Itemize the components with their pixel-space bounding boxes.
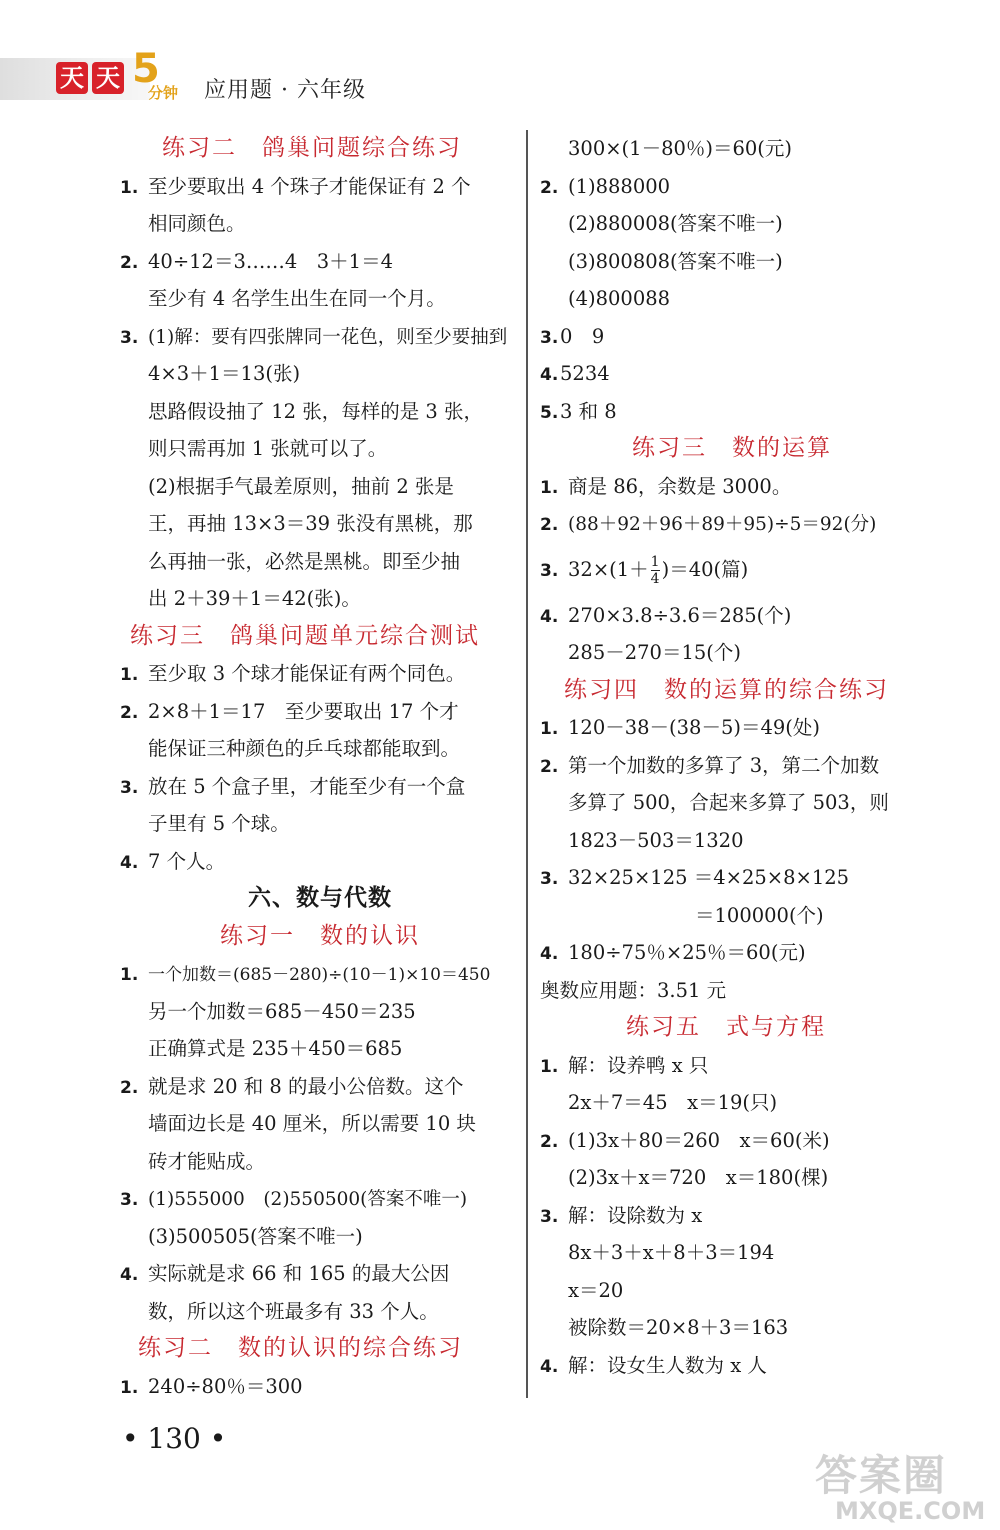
answer-text: 120－38－(38－5)＝49(处) — [568, 716, 820, 739]
answer-line — [540, 1122, 860, 1160]
answer-text: 0 9 — [560, 324, 605, 348]
answer-line — [540, 505, 877, 543]
answer-text: 3 和 8 — [560, 399, 617, 423]
answer-line — [540, 709, 860, 747]
question-number: 2. — [120, 702, 139, 723]
answer-line — [540, 597, 860, 635]
section-heading: 练习三 数的运算 — [632, 435, 832, 461]
question-number: 1. — [540, 719, 559, 739]
answer-line — [540, 168, 860, 206]
column-divider — [526, 130, 528, 1398]
answer-line — [540, 543, 860, 597]
answer-line: 被除数＝20×8＋3＝163 — [568, 1316, 789, 1339]
answer-line: (2)3x＋x＝720 x＝180(棵) — [568, 1166, 829, 1189]
answer-line — [120, 1180, 520, 1218]
answer-line: 砖才能贴成。 — [148, 1149, 266, 1173]
answer-text: 32×25×125 ＝4×25×8×125 — [568, 866, 850, 889]
answer-text: (1)3x＋80＝260 x＝60(米) — [568, 1128, 830, 1152]
logo-char-2: 天 — [92, 62, 124, 94]
answer-line — [540, 1047, 860, 1085]
answer-text: 40÷12＝3……4 3＋1＝4 — [148, 249, 393, 273]
answer-line: 至少有 4 名学生出生在同一个月。 — [148, 287, 446, 310]
question-number: 4. — [120, 852, 139, 873]
answer-line: 多算了 500，合起来多算了 503，则 — [568, 791, 889, 814]
answer-text: 5234 — [560, 362, 610, 385]
answer-text: 240÷80％＝300 — [148, 1374, 303, 1398]
answer-text: (88＋92＋96＋89＋95)÷5＝92(分) — [568, 514, 877, 535]
question-number: 1. — [540, 477, 559, 498]
question-number: 4. — [540, 606, 559, 627]
question-number: 2. — [540, 1131, 559, 1152]
answer-text: 7 个人。 — [148, 849, 226, 873]
fraction — [651, 554, 660, 587]
question-number: 3. — [540, 869, 559, 889]
section-heading: 练习五 式与方程 — [626, 1014, 826, 1040]
answer-line — [540, 355, 860, 393]
answer-line: 1823－503＝1320 — [568, 828, 744, 852]
answer-line — [120, 768, 520, 806]
book-title: 应用题 · 六年级 — [204, 78, 366, 103]
answer-line — [120, 955, 520, 993]
section-heading: 练习三 鸽巢问题单元综合测试 — [130, 622, 480, 649]
answer-text: 就是求 20 和 8 的最小公倍数。这个 — [148, 1074, 464, 1098]
answer-line — [120, 843, 520, 881]
answer-line: 正确算式是 235＋450＝685 — [148, 1037, 403, 1060]
question-number: 2. — [540, 177, 559, 198]
answer-line — [120, 693, 520, 731]
answer-line: 墙面边长是 40 厘米，所以需要 10 块 — [148, 1112, 476, 1135]
question-number: 3. — [540, 327, 559, 348]
answer-line — [120, 168, 520, 206]
question-number: 4. — [540, 1356, 559, 1377]
question-number: 2. — [120, 1077, 139, 1098]
page-number: • 130 • — [122, 1422, 227, 1455]
answer-line — [120, 243, 520, 281]
answer-line: 另一个加数＝685－450＝235 — [148, 999, 416, 1023]
answer-text: 32×(1＋ — [568, 557, 649, 581]
answer-text: 放在 5 个盒子里，才能至少有一个盒 — [148, 774, 466, 798]
answer-text: (1)888000 — [568, 174, 671, 198]
answer-line: 285－270＝15(个) — [568, 641, 741, 664]
answer-line: 么再抽一张，必然是黑桃。即至少抽 — [148, 549, 461, 573]
answer-text: 至少要取出 4 个珠子才能保证有 2 个 — [148, 174, 471, 198]
watermark-text: 答案圈 — [815, 1451, 948, 1500]
answer-line: ＝100000(个) — [695, 903, 824, 927]
answer-line — [540, 393, 860, 431]
question-number: 3. — [540, 1206, 559, 1227]
answer-line: x＝20 — [568, 1278, 624, 1302]
left-column — [120, 130, 520, 1405]
question-number: 1. — [120, 965, 139, 985]
logo-char-1: 天 — [56, 62, 88, 94]
answer-line — [120, 318, 520, 356]
answer-line: 能保证三种颜色的乒乓球都能取到。 — [148, 737, 461, 760]
answer-line: 子里有 5 个球。 — [148, 812, 290, 835]
fraction-numerator: 1 — [650, 553, 660, 570]
question-number: 1. — [120, 177, 139, 198]
page-header — [0, 0, 1000, 120]
answer-text: 解：设养鸭 x 只 — [568, 1053, 709, 1077]
answer-text: 一个加数＝(685－280)÷(10－1)×10＝450 — [148, 965, 491, 985]
answer-line — [540, 859, 860, 897]
answer-line — [120, 1255, 520, 1293]
question-number: 4. — [540, 365, 559, 385]
fraction-denominator: 4 — [650, 570, 660, 587]
question-number: 4. — [120, 1265, 139, 1285]
answer-line — [540, 1347, 860, 1385]
answer-line — [540, 1197, 860, 1235]
answer-line: 4×3＋1＝13(张) — [148, 362, 301, 385]
answer-line: 8x＋3＋x＋8＋3＝194 — [568, 1241, 775, 1264]
question-number: 2. — [540, 515, 559, 535]
answer-line: 王，再抽 13×3＝39 张没有黑桃，那 — [148, 512, 473, 535]
question-number: 3. — [120, 777, 139, 798]
answer-text: 实际就是求 66 和 165 的最大公因 — [148, 1262, 450, 1285]
answer-line: 则只需再加 1 张就可以了。 — [148, 437, 388, 460]
question-number: 1. — [120, 1377, 139, 1398]
question-number: 4. — [540, 944, 559, 964]
question-number: 5. — [540, 402, 559, 423]
question-number: 1. — [540, 1056, 559, 1077]
answer-text: 2×8＋1＝17 至少要取出 17 个才 — [148, 699, 459, 723]
logo-subtitle: 分钟 — [148, 84, 179, 102]
answer-text: 解：设除数为 x — [568, 1203, 703, 1227]
answer-text: 解：设女生人数为 x 人 — [568, 1353, 767, 1377]
answer-text: 180÷75％×25％＝60(元) — [568, 941, 806, 964]
answer-line — [120, 1068, 520, 1106]
question-number: 1. — [120, 665, 139, 685]
answer-line: 出 2＋39＋1＝42(张)。 — [148, 587, 361, 610]
question-number: 3. — [540, 560, 559, 581]
answer-line — [540, 934, 860, 972]
answer-line: (3)800808(答案不唯一) — [568, 249, 783, 273]
answer-line: 奥数应用题：3.51 元 — [540, 978, 727, 1002]
watermark-url: MXQE.COM — [835, 1497, 986, 1525]
question-number: 3. — [120, 327, 139, 348]
answer-text: 270×3.8÷3.6＝285(个) — [568, 603, 792, 627]
answer-line: 300×(1－80％)＝60(元) — [568, 137, 793, 160]
answer-line — [540, 318, 860, 356]
answer-line: 相同颜色。 — [148, 212, 246, 235]
answer-line: (3)500505(答案不唯一) — [148, 1224, 363, 1248]
answer-text: 第一个加数的多算了 3，第二个加数 — [568, 753, 880, 777]
answer-line — [540, 468, 860, 506]
answer-line: (2)880008(答案不唯一) — [568, 212, 783, 235]
question-number: 2. — [540, 756, 559, 777]
answer-line — [120, 655, 520, 693]
answer-line — [540, 747, 880, 785]
answer-text: )＝40(篇) — [661, 557, 749, 581]
question-number: 3. — [120, 1190, 139, 1210]
section-heading: 练习二 数的认识的综合练习 — [138, 1335, 463, 1361]
answer-line: 2x＋7＝45 x＝19(只) — [568, 1091, 778, 1114]
watermark — [815, 1435, 995, 1530]
answer-text: (1)555000 (2)550500(答案不唯一) — [148, 1189, 468, 1210]
section-heading: 练习一 数的认识 — [220, 922, 420, 949]
answer-line: 思路假设抽了 12 张，每样的是 3 张， — [148, 399, 484, 423]
answer-line — [120, 1368, 520, 1406]
right-column — [540, 130, 889, 1384]
answer-line: (4)800088 — [568, 287, 671, 310]
answer-line: 数，所以这个班最多有 33 个人。 — [148, 1299, 439, 1323]
answer-line: (2)根据手气最差原则，抽前 2 张是 — [148, 474, 454, 498]
section-heading: 练习二 鸽巢问题综合练习 — [162, 135, 462, 161]
section-heading: 练习四 数的运算的综合练习 — [564, 676, 889, 703]
question-number: 2. — [120, 252, 139, 273]
logo-number: 5 — [132, 46, 160, 92]
answer-text: 商是 86，余数是 3000。 — [568, 474, 792, 498]
answer-text: 至少取 3 个球才能保证有两个同色。 — [148, 662, 466, 685]
answer-text: (1)解：要有四张牌同一花色，则至少要抽到 — [148, 326, 508, 348]
chapter-heading: 六、数与代数 — [248, 885, 392, 911]
